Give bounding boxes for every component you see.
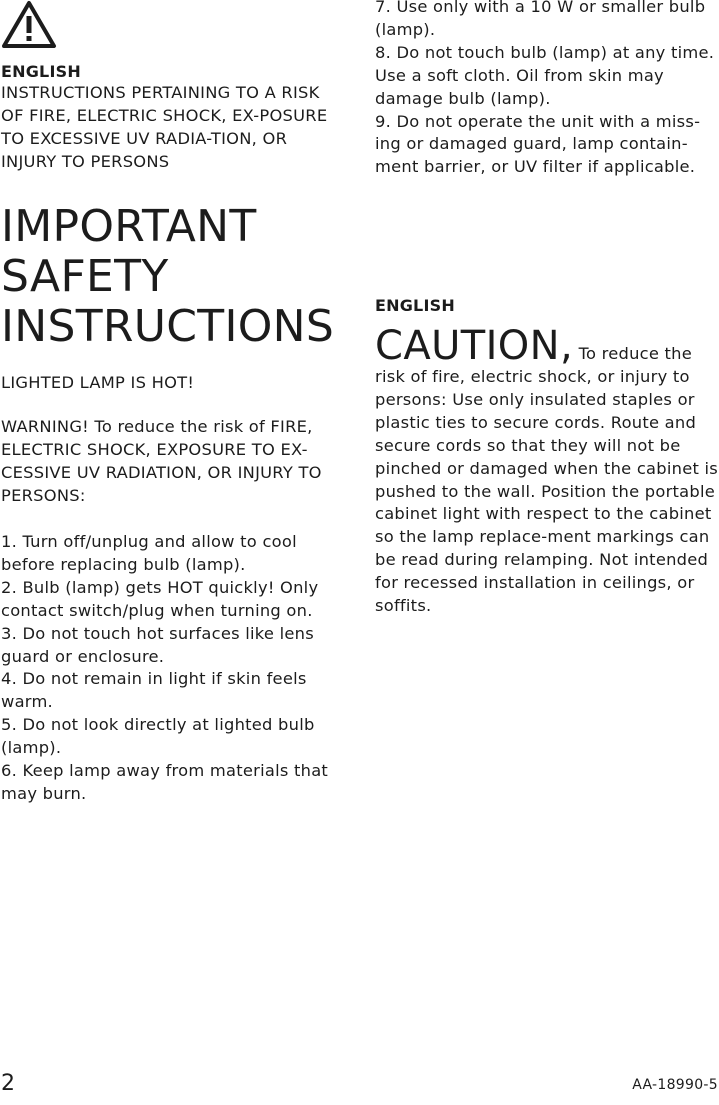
page-title <box>1 202 349 352</box>
page-number: 2 <box>1 1071 15 1096</box>
language-label: ENGLISH <box>375 296 455 315</box>
language-label: ENGLISH <box>1 62 81 81</box>
safety-list-continued <box>375 0 719 179</box>
caution-text: To reduce the risk of fire, electric shock, or injury to persons: Use only insulated staples or plastic ties to secure cords. Route and secure cords so that they will not be pinched or damaged when the cabinet is pushed to the wall. Position the portable cabinet light with respect to the cabinet so the lamp replace-ment markings can be read during relamping. Not intended for recessed installation in ceilings, or soffits. <box>375 344 719 616</box>
page-footer <box>0 1065 719 1105</box>
list-item: 3. Do not touch hot surfaces like lens guard or enclosure. <box>1 623 314 666</box>
instructions-heading: INSTRUCTIONS PERTAINING TO A RISK OF FIRE, ELECTRIC SHOCK, EX-POSURE TO EXCESSIVE UV RADIA-TION, OR INJURY TO PERSONS <box>1 83 328 171</box>
list-item: 8. Do not touch bulb (lamp) at any time. Use a soft cloth. Oil from skin may damage bulb (lamp). <box>375 42 715 108</box>
title-line: IMPORTANT <box>1 201 257 252</box>
list-item: 6. Keep lamp away from materials that may burn. <box>1 761 329 803</box>
warning-triangle-icon <box>1 0 57 50</box>
document-code: AA-18990-5 <box>632 1077 718 1093</box>
caution-heading: CAUTION, <box>375 323 574 369</box>
list-item: 7. Use only with a 10 W or smaller bulb (lamp). <box>375 0 706 39</box>
list-item: 9. Do not operate the unit with a miss-ing or damaged guard, lamp contain-ment barrier, or UV filter if applicable. <box>375 111 701 177</box>
warning-text: WARNING! To reduce the risk of FIRE, ELECTRIC SHOCK, EXPOSURE TO EX-CESSIVE UV RADIATION, OR INJURY TO PERSONS: <box>1 417 322 505</box>
title-line: SAFETY <box>1 251 169 302</box>
lamp-hot-notice: LIGHTED LAMP IS HOT! <box>1 373 195 392</box>
safety-list <box>1 531 347 806</box>
title-line: INSTRUCTIONS <box>1 301 335 352</box>
caution-paragraph <box>375 323 719 618</box>
list-item: 4. Do not remain in light if skin feels warm. <box>1 669 307 712</box>
list-item: 1. Turn off/unplug and allow to cool before replacing bulb (lamp). <box>1 532 297 574</box>
list-item: 2. Bulb (lamp) gets HOT quickly! Only contact switch/plug when turning on. <box>1 577 319 620</box>
list-item: 5. Do not look directly at lighted bulb (lamp). <box>1 715 315 758</box>
